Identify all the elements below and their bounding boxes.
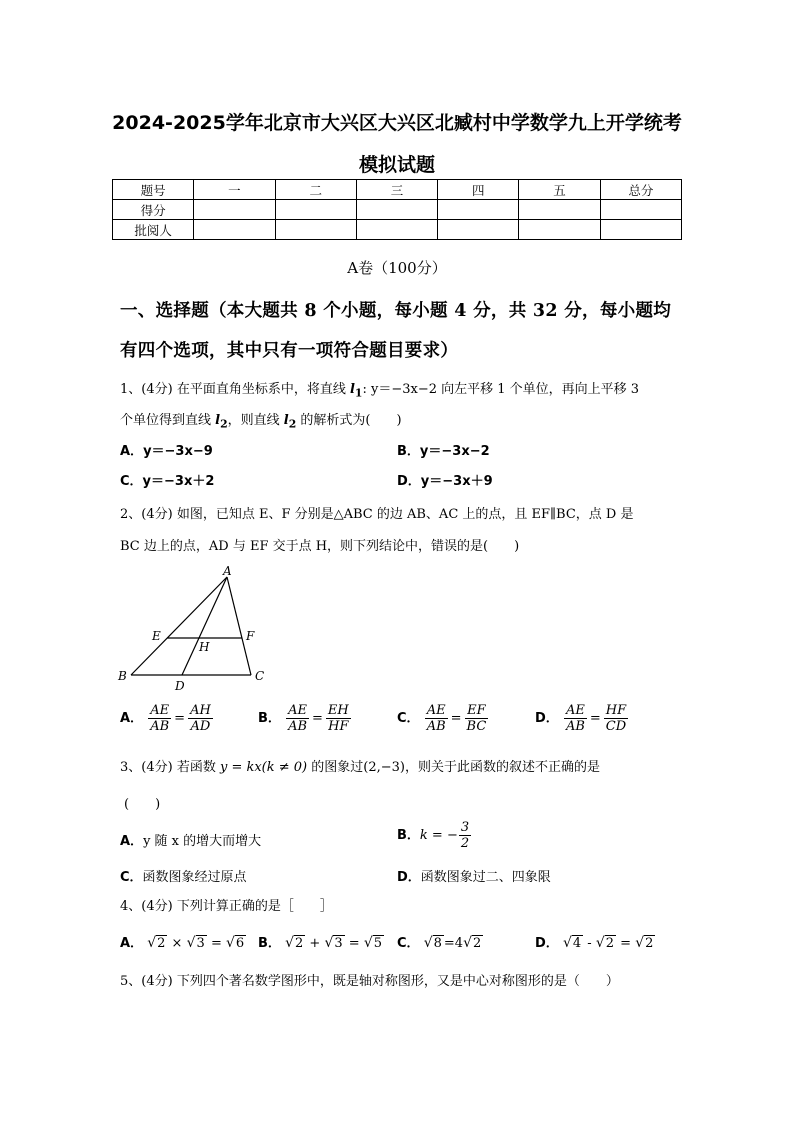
score-cell[interactable]: [438, 200, 519, 220]
option-label: A．: [120, 936, 144, 951]
fraction: [465, 703, 489, 734]
q4-option-c[interactable]: [397, 932, 483, 951]
radicand: 5: [373, 936, 383, 951]
fraction: [459, 820, 471, 851]
q5-number: 5、(4分): [120, 974, 173, 989]
score-cell[interactable]: [194, 200, 275, 220]
option-label: B．: [258, 936, 281, 951]
q3-number: 3、(4分): [120, 760, 173, 775]
q1-option-d[interactable]: [397, 470, 493, 489]
q1-text: 个单位得到直线: [120, 413, 216, 428]
section1-heading-line2: 有四个选项，其中只有一项符合题目要求）: [120, 341, 459, 361]
score-header-cell: 总分: [600, 180, 681, 200]
equals-sign: =: [620, 936, 632, 951]
sqrt-icon: √: [225, 935, 235, 951]
option-label: C．: [120, 474, 143, 489]
equals-sign: =: [589, 711, 601, 726]
q1-l2-sub: 2: [220, 417, 228, 431]
option-text: 函数图象过二、四象限: [420, 870, 551, 885]
numerator: AE: [565, 703, 585, 718]
option-label: A．: [120, 834, 144, 849]
q2-option-a[interactable]: [120, 703, 214, 734]
q1-l2: l: [215, 413, 221, 428]
equals-sign: =: [312, 711, 323, 726]
q2-text: 如图，已知点 E、F 分别是△ABC 的边 AB、AC 上的点，且 EF∥BC，点 D 是: [176, 507, 634, 522]
option-label: B．: [397, 828, 420, 843]
score-header-cell: 二: [275, 180, 356, 200]
score-table-row: [113, 200, 682, 220]
doc-title-line2: 模拟试题: [358, 154, 435, 176]
option-text: y＝−3x＋9: [420, 474, 493, 489]
score-cell[interactable]: [519, 220, 600, 240]
option-label: B．: [258, 711, 281, 726]
q2-number: 2、(4分): [120, 507, 173, 522]
q4-line1: [120, 895, 333, 914]
denominator: AB: [150, 719, 170, 734]
radicand: 2: [605, 936, 615, 951]
score-cell[interactable]: [600, 220, 681, 240]
option-text: k = −: [419, 828, 458, 843]
point-f-label: F: [246, 629, 255, 643]
fraction: [188, 703, 213, 734]
q4-option-d[interactable]: [535, 932, 655, 951]
sqrt-icon: √: [363, 935, 373, 951]
q5-line1: [120, 970, 619, 989]
option-label: C．: [397, 711, 420, 726]
score-header-cell: 五: [519, 180, 600, 200]
fraction: [564, 703, 587, 734]
operator: ×: [171, 936, 183, 951]
equals-sign: =: [450, 711, 462, 726]
q3-line1: [120, 756, 600, 775]
point-b-label: B: [118, 669, 127, 683]
point-c-label: C: [255, 669, 265, 683]
option-label: D．: [535, 936, 559, 951]
side-ab: [131, 577, 227, 675]
score-cell[interactable]: [275, 200, 356, 220]
radicand: 2: [645, 936, 654, 951]
denominator: AB: [288, 719, 308, 734]
q1-l3: l: [283, 413, 289, 428]
denominator: AB: [426, 719, 446, 734]
radicand: 6: [235, 936, 245, 951]
q5-text: 下列四个著名数学图形中，既是轴对称图形，又是中心对称图形的是（ ）: [176, 974, 619, 989]
score-cell[interactable]: [356, 220, 437, 240]
option-label: D．: [397, 870, 421, 885]
equals-sign: =4: [443, 936, 464, 951]
q3-text: 的图象过: [307, 760, 364, 775]
q4-option-b[interactable]: [258, 932, 384, 951]
score-row-label: 得分: [113, 200, 194, 220]
radicand: 2: [157, 936, 166, 951]
section1-heading-line1: 一、选择题（本大题共 8 个小题，每小题 4 分，共 32 分，每小题均: [120, 301, 672, 321]
numerator: AE: [150, 703, 170, 718]
radicand: 3: [334, 936, 343, 951]
fraction: [286, 703, 309, 734]
q1-option-b[interactable]: [397, 440, 490, 459]
equals-sign: =: [348, 936, 360, 951]
score-table: [112, 179, 682, 240]
denominator: 2: [460, 836, 470, 851]
point-h-label: H: [199, 640, 210, 654]
operator: +: [309, 936, 321, 951]
q1-text: 在平面直角坐标系中，将直线: [176, 382, 350, 397]
q1-text: 的解析式为( ): [296, 413, 402, 428]
score-header-cell: 题号: [113, 180, 194, 200]
option-label: C．: [397, 936, 420, 951]
fraction: [326, 703, 351, 734]
sqrt-icon: √: [595, 935, 605, 951]
q1-option-c[interactable]: [120, 470, 214, 489]
q3-option-a[interactable]: [120, 830, 261, 849]
numerator: AE: [426, 703, 446, 718]
q3-text: 若函数: [176, 760, 220, 775]
numerator: EF: [467, 703, 486, 718]
q1-number: 1、(4分): [120, 382, 173, 397]
option-label: C．: [120, 870, 143, 885]
q4-number: 4、(4分): [120, 899, 173, 914]
score-row-label: 批阅人: [113, 220, 194, 240]
denominator: HF: [328, 719, 349, 734]
operator: -: [587, 936, 592, 951]
option-text: 函数图象经过原点: [142, 870, 247, 885]
q1-l3-sub: 2: [288, 417, 297, 431]
denominator: BC: [466, 719, 487, 734]
score-header-cell: 四: [438, 180, 519, 200]
sqrt-icon: √: [147, 935, 157, 951]
option-label: A．: [120, 711, 144, 726]
score-cell[interactable]: [600, 200, 681, 220]
q3-option-b[interactable]: [397, 820, 472, 851]
q3-point: (2,−3): [363, 760, 405, 775]
option-text: y＝−3x＋2: [142, 474, 215, 489]
fraction: [604, 703, 628, 734]
q3-function: y = kx(k ≠ 0): [219, 760, 308, 775]
sqrt-icon: √: [324, 935, 334, 951]
numerator: AE: [288, 703, 307, 718]
option-label: D．: [535, 711, 559, 726]
q3-option-c[interactable]: [120, 866, 247, 885]
side-ac: [227, 577, 251, 675]
q1-l1-sub: 1: [354, 386, 363, 400]
option-label: B．: [397, 444, 420, 459]
fraction: [425, 703, 448, 734]
option-text: y 随 x 的增大而增大: [143, 834, 262, 849]
point-d-label: D: [175, 679, 185, 693]
numerator: 3: [460, 820, 470, 835]
denominator: AD: [190, 719, 211, 734]
sqrt-icon: √: [186, 935, 196, 951]
sqrt-icon: √: [285, 935, 294, 951]
point-a-label: A: [223, 564, 232, 578]
radicand: 2: [472, 936, 482, 951]
q3-option-d[interactable]: [397, 866, 551, 885]
option-text: y＝−3x−9: [143, 444, 213, 459]
q2-option-b[interactable]: [258, 703, 352, 734]
q1-option-a[interactable]: [120, 440, 213, 459]
equals-sign: =: [210, 936, 222, 951]
radicand: 8: [433, 936, 442, 951]
section-a-title: A卷（100分）: [347, 259, 447, 277]
denominator: CD: [605, 719, 627, 734]
equals-sign: =: [174, 711, 186, 726]
radicand: 3: [196, 936, 205, 951]
score-header-cell: 三: [356, 180, 437, 200]
score-header-cell: 一: [194, 180, 275, 200]
segment-ad: [182, 577, 227, 675]
q2-option-c[interactable]: [397, 703, 489, 734]
score-cell[interactable]: [194, 220, 275, 240]
point-e-label: E: [152, 629, 161, 643]
sqrt-icon: √: [562, 935, 572, 951]
q1-line1: [120, 378, 639, 400]
option-label: A．: [120, 444, 144, 459]
numerator: AH: [190, 703, 211, 718]
fraction: [148, 703, 171, 734]
q4-text: 下列计算正确的是［ ］: [176, 899, 333, 914]
numerator: EH: [327, 703, 349, 718]
radicand: 4: [572, 936, 582, 951]
q3-text: ，则关于此函数的叙述不正确的是: [405, 760, 601, 775]
doc-title-line1: 2024-2025学年北京市大兴区大兴区北臧村中学数学九上开学统考: [112, 112, 682, 134]
sqrt-icon: √: [463, 935, 472, 951]
denominator: AB: [565, 719, 585, 734]
option-label: D．: [397, 474, 421, 489]
option-text: y＝−3x−2: [419, 444, 490, 459]
score-cell[interactable]: [275, 220, 356, 240]
q2-line1: [120, 503, 633, 522]
score-table-row: [113, 220, 682, 240]
sqrt-icon: √: [635, 935, 645, 951]
radicand: 2: [294, 936, 304, 951]
score-cell[interactable]: [356, 200, 437, 220]
q4-option-a[interactable]: [120, 932, 246, 951]
score-cell[interactable]: [519, 200, 600, 220]
q2-triangle-figure: [115, 562, 275, 694]
q1-l1: l: [349, 382, 355, 397]
q1-text: ，则直线: [227, 413, 284, 428]
q1-text: : y＝−3x−2 向左平移 1 个单位，再向上平移 3: [362, 382, 640, 397]
q2-option-d[interactable]: [535, 703, 629, 734]
sqrt-icon: √: [423, 935, 433, 951]
numerator: HF: [605, 703, 627, 718]
q3-answer-paren: ( ): [124, 797, 161, 812]
q2-line2: BC 边上的点，AD 与 EF 交于点 H，则下列结论中，错误的是( ): [120, 539, 520, 554]
score-cell[interactable]: [438, 220, 519, 240]
score-table-header: [113, 180, 682, 200]
q1-line2: [120, 409, 402, 431]
